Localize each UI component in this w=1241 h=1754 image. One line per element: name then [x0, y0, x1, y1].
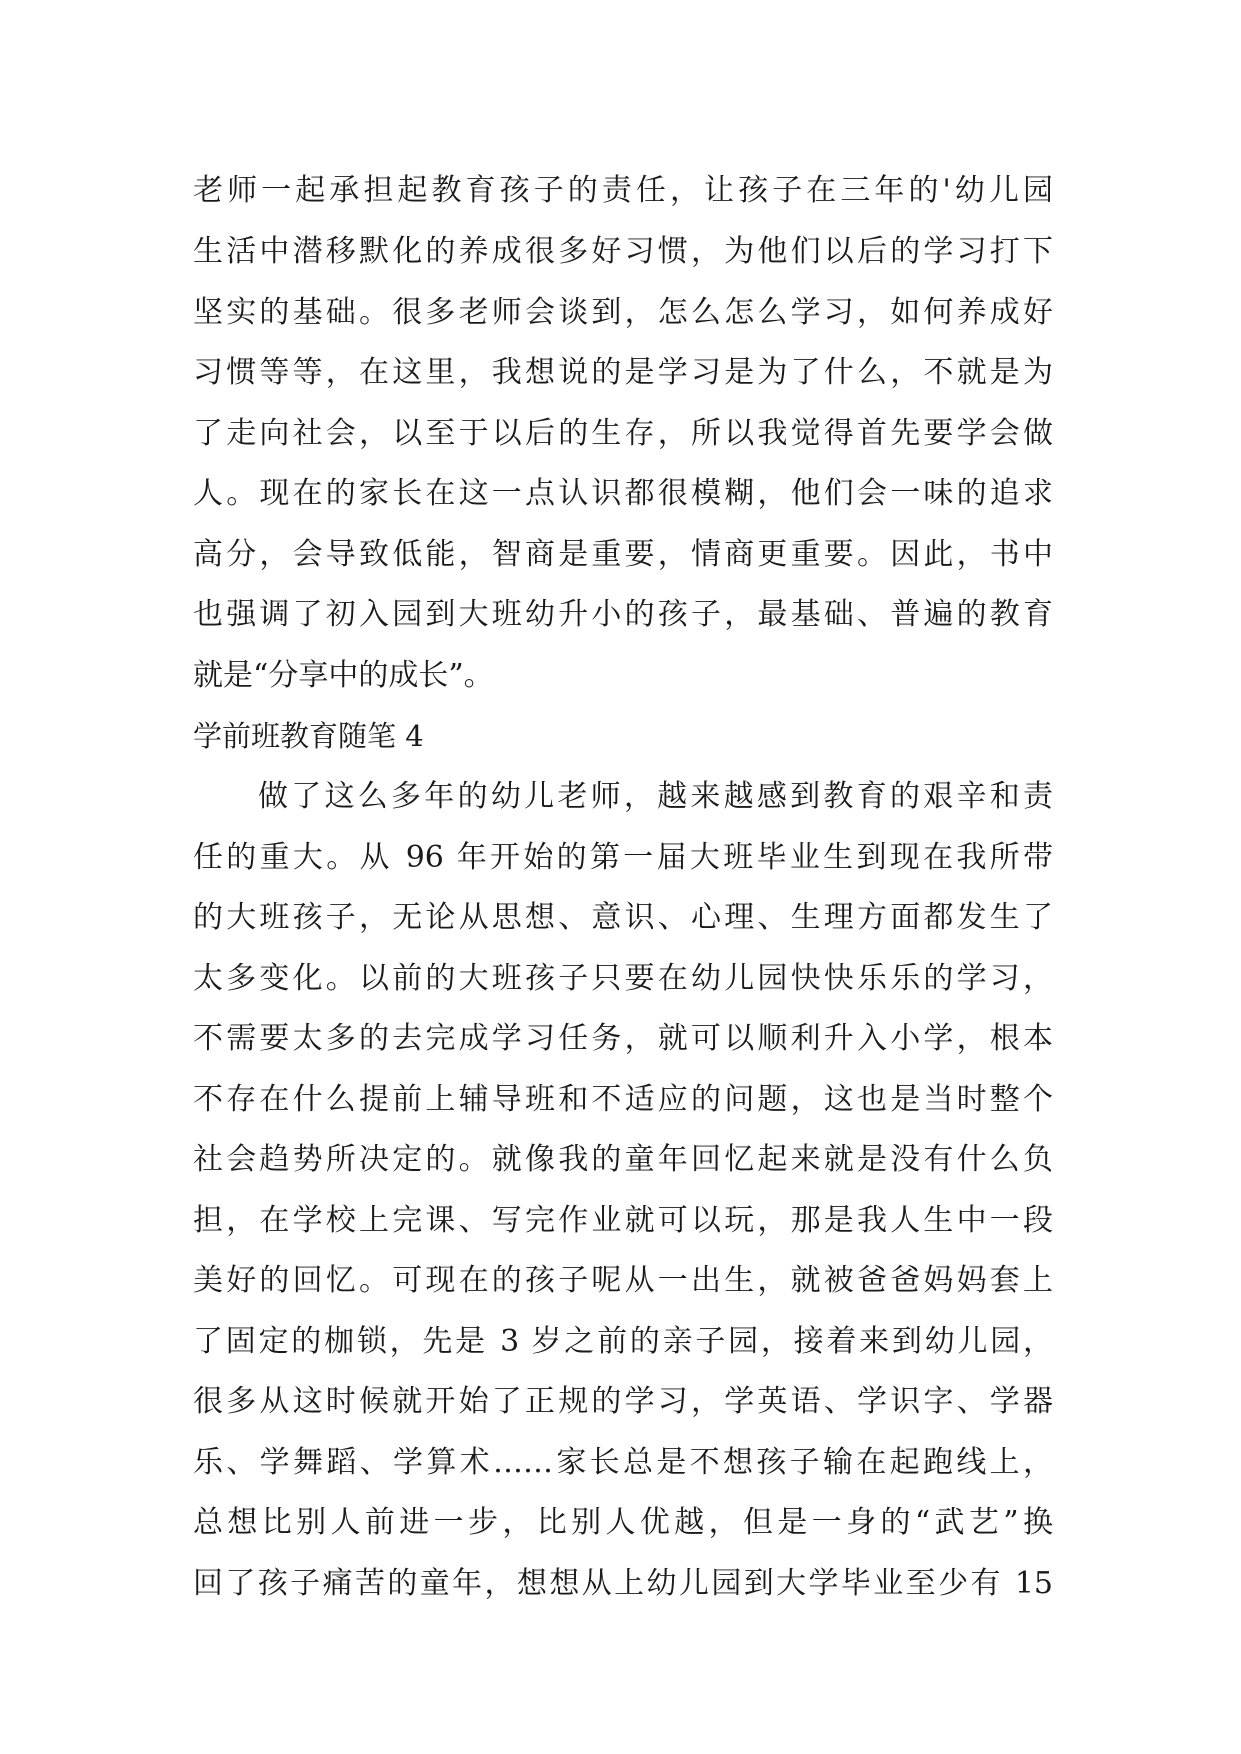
- paragraph-line-indented: 做了这么多年的幼儿老师，越来越感到教育的艰辛和责: [258, 779, 1053, 814]
- paragraph-line: 回了孩子痛苦的童年，想想从上幼儿园到大学毕业至少有 15: [193, 1566, 1053, 1601]
- paragraph-line: 总想比别人前进一步，比别人优越，但是一身的“武艺”换: [193, 1505, 1053, 1540]
- paragraph-line: 乐、学舞蹈、学算术……家长总是不想孩子输在起跑线上，: [193, 1445, 1053, 1480]
- paragraph-line: 就是“分享中的成长”。: [193, 658, 494, 693]
- paragraph-line: 高分，会导致低能，智商是重要，情商更重要。因此，书中: [193, 537, 1053, 572]
- paragraph-line: 太多变化。以前的大班孩子只要在幼儿园快快乐乐的学习，: [193, 961, 1053, 996]
- paragraph-line: 美好的回忆。可现在的孩子呢从一出生，就被爸爸妈妈套上: [193, 1263, 1053, 1298]
- paragraph-line: 老师一起承担起教育孩子的责任，让孩子在三年的'幼儿园: [193, 173, 1053, 208]
- paragraph-line: 生活中潜移默化的养成很多好习惯，为他们以后的学习打下: [193, 234, 1053, 269]
- paragraph-line: 社会趋势所决定的。就像我的童年回忆起来就是没有什么负: [193, 1142, 1053, 1177]
- paragraph-line: 的大班孩子，无论从思想、意识、心理、生理方面都发生了: [193, 900, 1053, 935]
- paragraph-line: 坚实的基础。很多老师会谈到，怎么怎么学习，如何养成好: [193, 295, 1053, 330]
- paragraph-line: 不存在什么提前上辅导班和不适应的问题，这也是当时整个: [193, 1082, 1053, 1117]
- section-heading: 学前班教育随笔 4: [193, 719, 424, 753]
- paragraph-line: 担，在学校上完课、写完作业就可以玩，那是我人生中一段: [193, 1203, 1053, 1238]
- paragraph-line: 人。现在的家长在这一点认识都很模糊，他们会一味的追求: [193, 476, 1053, 511]
- paragraph-line: 习惯等等，在这里，我想说的是学习是为了什么，不就是为: [193, 355, 1053, 390]
- paragraph-line: 了固定的枷锁，先是 3 岁之前的亲子园，接着来到幼儿园，: [193, 1324, 1053, 1359]
- paragraph-line: 很多从这时候就开始了正规的学习，学英语、学识字、学器: [193, 1384, 1053, 1419]
- paragraph-line: 了走向社会，以至于以后的生存，所以我觉得首先要学会做: [193, 416, 1053, 451]
- paragraph-line: 任的重大。从 96 年开始的第一届大班毕业生到现在我所带: [193, 840, 1053, 875]
- paragraph-line: 不需要太多的去完成学习任务，就可以顺利升入小学，根本: [193, 1021, 1053, 1056]
- paragraph-line: 也强调了初入园到大班幼升小的孩子，最基础、普遍的教育: [193, 597, 1053, 632]
